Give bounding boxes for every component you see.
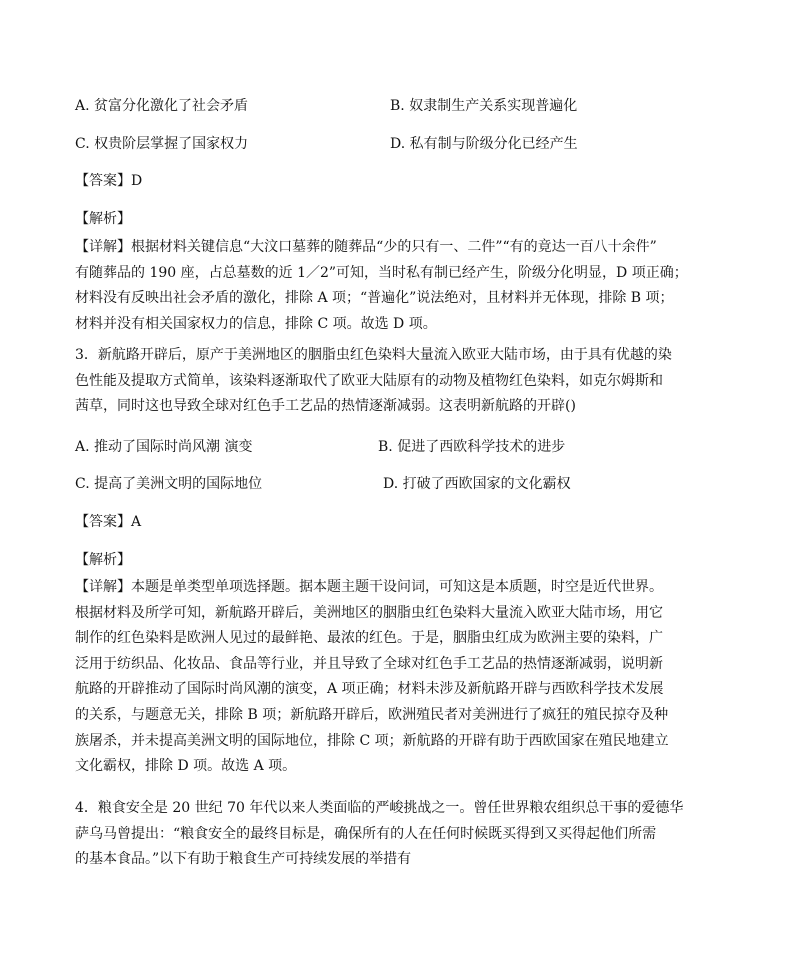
- q4-stem: [75, 796, 684, 873]
- q2-detail: [75, 235, 688, 337]
- q3-analysis-title: 【解析】: [75, 552, 131, 568]
- q3-stem-line: 茜草，同时这也导致全球对红色手工艺品的热情逐渐减弱。这表明新航路的开辟(): [75, 398, 576, 415]
- q3-detail-line: 族屠杀，并未提高美洲文明的国际地位，排除 C 项；新航路的开辟有助于西欧国家在殖民地建立: [75, 732, 669, 749]
- q2-detail-line: 材料没有反映出社会矛盾的激化，排除 A 项；“普遍化”说法绝对，且材料并无体现，排除 B 项；: [75, 290, 674, 307]
- q3-detail-line: 根据材料及所学可知，新航路开辟后，美洲地区的胭脂虫红色染料大量流入欧亚大陆市场，用它: [75, 604, 663, 621]
- q3-option-b: B. 促进了西欧科学技术的进步: [378, 439, 566, 455]
- q3-stem: [75, 343, 675, 420]
- q3-detail-line: 【详解】本题是单类型单项选择题。据本题主题干设问词，可知这是本质题，时空是近代世界。: [75, 579, 663, 595]
- q3-stem-line: 色性能及提取方式简单，该染料逐渐取代了欧亚大陆原有的动物及植物红色染料，如克尔姆斯和: [75, 372, 663, 389]
- q3-stem-line: 3．新航路开辟后，原产于美洲地区的胭脂虫红色染料大量流入欧亚大陆市场，由于具有优越的染: [75, 347, 672, 363]
- q4-stem-line: 4．粮食安全是 20 世纪 70 年代以来人类面临的严峻挑战之一。曾任世界粮农组织总干事的爱德华: [75, 800, 684, 816]
- q2-detail-line: 【详解】根据材料关键信息“大汶口墓葬的随葬品“少的只有一、二件”“有的竟达一百八十余件”: [75, 239, 657, 255]
- q3-detail-line: 的关系，与题意无关，排除 B 项；新航路开辟后，欧洲殖民者对美洲进行了疯狂的殖民掠夺及种: [75, 706, 669, 723]
- q2-option-c: C. 权贵阶层掌握了国家权力: [75, 136, 249, 152]
- q3-option-a: A. 推动了国际时尚风潮 演变: [75, 439, 253, 455]
- q2-detail-line: 材料并没有相关国家权力的信息，排除 C 项。故选 D 项。: [75, 315, 437, 332]
- q3-option-d: D. 打破了西欧国家的文化霸权: [383, 476, 571, 492]
- q2-analysis-title: 【解析】: [75, 211, 131, 227]
- q2-answer: 【答案】D: [75, 173, 143, 189]
- q3-option-c: C. 提高了美洲文明的国际地位: [75, 476, 263, 492]
- q2-option-a: A. 贫富分化激化了社会矛盾: [75, 98, 249, 114]
- q2-option-d: D. 私有制与阶级分化已经产生: [390, 136, 578, 152]
- q3-detail-line: 制作的红色染料是欧洲人见过的最鲜艳、最浓的红色。于是，胭脂虫红成为欧洲主要的染料，广: [75, 630, 663, 647]
- q3-detail-line: 泛用于纺织品、化妆品、食品等行业，并且导致了全球对红色手工艺品的热情逐渐减弱，说明新: [75, 655, 663, 672]
- q3-detail: [75, 575, 675, 780]
- q4-stem-line: 萨乌马曾提出：“粮食安全的最终目标是，确保所有的人在任何时候既买得到又买得起他们所需: [75, 825, 657, 842]
- q2-option-b: B. 奴隶制生产关系实现普遍化: [390, 98, 578, 114]
- q3-answer: 【答案】A: [75, 514, 142, 530]
- q3-detail-line: 文化霸权，排除 D 项。故选 A 项。: [75, 758, 297, 775]
- q4-stem-line: 的基本食品。”以下有助于粮食生产可持续发展的举措有: [75, 851, 412, 868]
- q3-detail-line: 航路的开辟推动了国际时尚风潮的演变，A 项正确；材料未涉及新航路开辟与西欧科学技术发展: [75, 681, 664, 698]
- q2-detail-line: 有随葬品的 190 座，占总墓数的近 1／2”可知，当时私有制已经产生，阶级分化明显，D 项正确；: [75, 264, 688, 281]
